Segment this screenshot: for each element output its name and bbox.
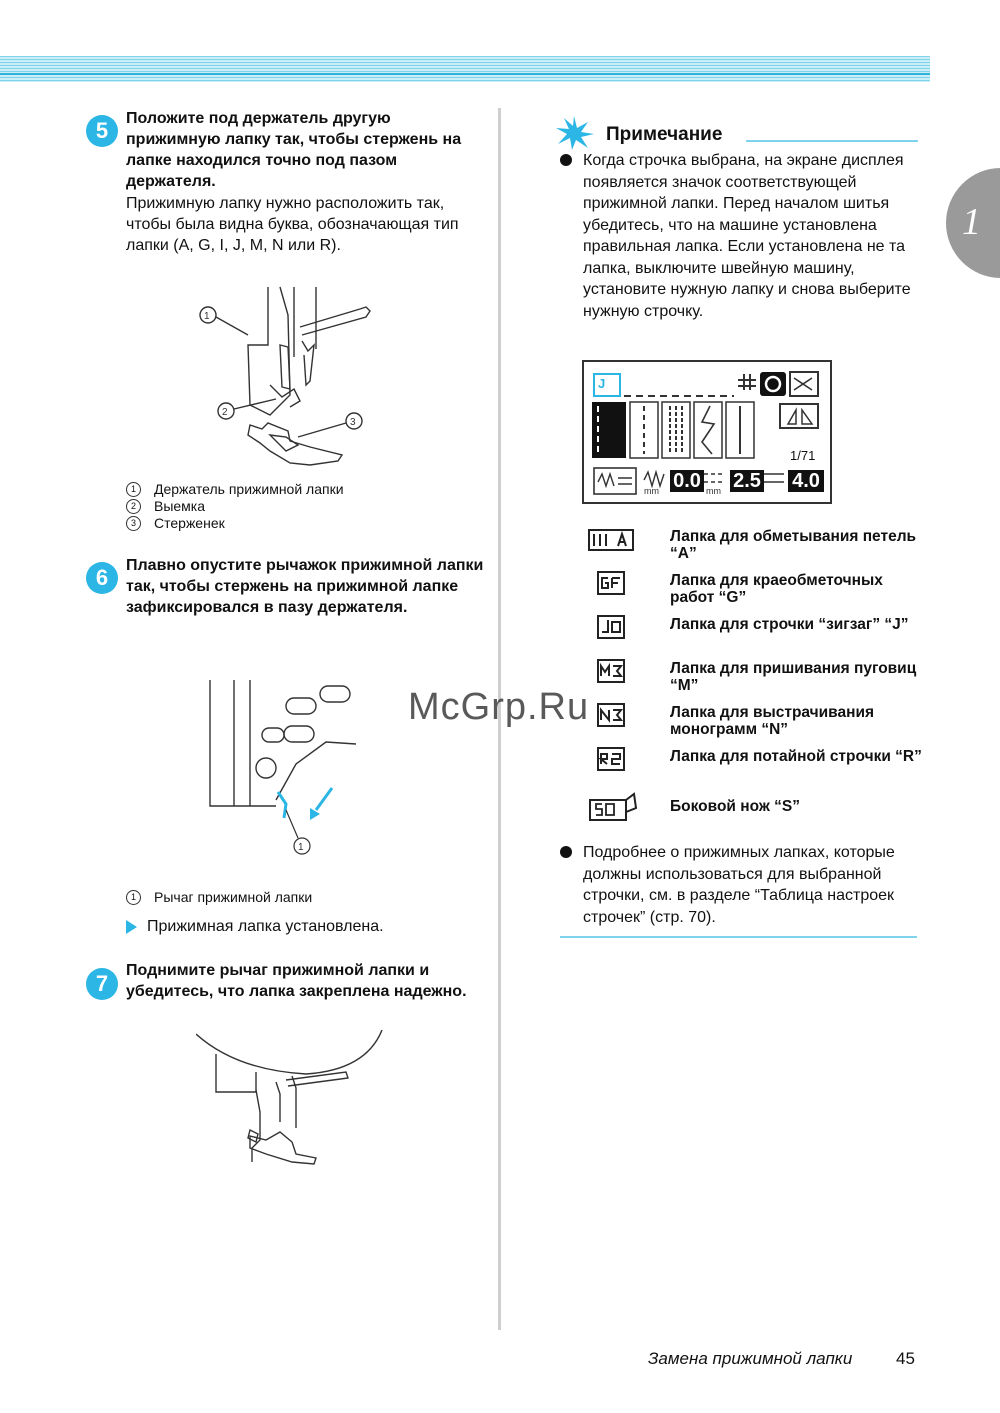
step-5-body: Прижимную лапку нужно расположить так, чтобы была видна буква, обозначающая тип лапки (A, G, I, J, M, N или R).: [126, 195, 459, 254]
step-5-callouts: [126, 481, 344, 532]
note-sparkle-icon: [556, 116, 596, 150]
note-title-rule: [746, 140, 918, 142]
lcd-length-value: 2.5: [730, 470, 764, 492]
step-7-title: Поднимите рычаг прижимной лапки и убедитесь, что лапка закреплена надежно.: [126, 962, 467, 1000]
step-6-number: 6: [86, 562, 118, 594]
monogram-foot-icon: [588, 702, 634, 728]
foot-label-j: Лапка для строчки “зигзаг” “J”: [670, 616, 909, 633]
step-7-number: 7: [86, 968, 118, 1000]
button-sewing-foot-icon: [588, 658, 634, 684]
raised-lever-illustration: [196, 1030, 386, 1170]
header-stripe: [0, 56, 930, 82]
svg-text:1: 1: [298, 842, 304, 853]
step-5-title: Положите под держатель другую прижимную лапку так, чтобы стержень на лапке находился точно под пазом держателя.: [126, 110, 462, 190]
svg-text:2: 2: [222, 407, 228, 418]
step-6-callouts: [126, 889, 312, 906]
side-cutter-icon: [588, 790, 638, 822]
svg-text:1: 1: [204, 311, 210, 322]
step-6-title: Плавно опустите рычажок прижимной лапки так, чтобы стержень на прижимной лапке зафиксировался в пазу держателя.: [126, 557, 484, 616]
presser-foot-holder-illustration: [190, 285, 380, 475]
foot-label-g: Лапка для краеобметочных работ “G”: [670, 572, 883, 606]
footer-section-title: Замена прижимной лапки: [648, 1349, 853, 1368]
foot-label-a: Лапка для обметывания петель “A”: [670, 528, 917, 562]
callout-item: 3 Стерженек: [126, 515, 344, 532]
presser-foot-lever-illustration: [206, 680, 366, 860]
callout-item: 1 Держатель прижимной лапки: [126, 481, 344, 498]
callout-item: 2 Выемка: [126, 498, 344, 515]
step-5-number: 5: [86, 115, 118, 147]
watermark: McGrp.Ru: [408, 686, 590, 728]
step-6-result: Прижимная лапка установлена.: [126, 916, 384, 937]
zigzag-foot-icon: [588, 614, 634, 640]
lcd-unit-1: mm: [644, 486, 659, 496]
note-bullet-1: Когда строчка выбрана, на экране дисплея появляется значок соответствующей прижимной лапки. Перед началом шитья убедитесь, что на машине установлена правильная лапка. Если установлена не та лапка, выключите швейную машину, установите нужную лапку и снова выберите нужную строчку.: [583, 152, 911, 320]
result-arrow-icon: [126, 920, 137, 934]
bullet-icon: [560, 154, 572, 166]
note-bullet-2: Подробнее о прижимных лапках, которые должны использоваться для выбранной строчки, см. в разделе “Таблица настроек строчек” (стр. 70).: [583, 844, 895, 926]
lcd-tension-value: 4.0: [788, 470, 824, 492]
lcd-page-count: 1/71: [790, 448, 816, 463]
foot-label-n: Лапка для выстрачивания монограмм “N”: [670, 704, 875, 738]
overcasting-foot-icon: [588, 570, 634, 596]
lcd-display: [582, 360, 832, 504]
note-bottom-rule: [560, 936, 917, 938]
foot-label-s: Боковой нож “S”: [670, 798, 801, 815]
lcd-unit-2: mm: [706, 486, 721, 496]
lcd-width-value: 0.0: [670, 470, 704, 492]
note-header: [556, 116, 918, 150]
lcd-foot-code: J: [598, 376, 606, 391]
page-number: 45: [896, 1349, 915, 1368]
buttonhole-foot-icon: [588, 526, 634, 552]
callout-item: 1 Рычаг прижимной лапки: [126, 889, 312, 906]
bullet-icon: [560, 846, 572, 858]
chapter-number: 1: [962, 201, 981, 243]
svg-text:3: 3: [350, 417, 356, 428]
foot-label-m: Лапка для пришивания пуговиц “M”: [670, 660, 917, 694]
foot-label-r: Лапка для потайной строчки “R”: [670, 748, 922, 765]
note-title: Примечание: [606, 124, 723, 145]
blind-stitch-foot-icon: [588, 746, 634, 772]
